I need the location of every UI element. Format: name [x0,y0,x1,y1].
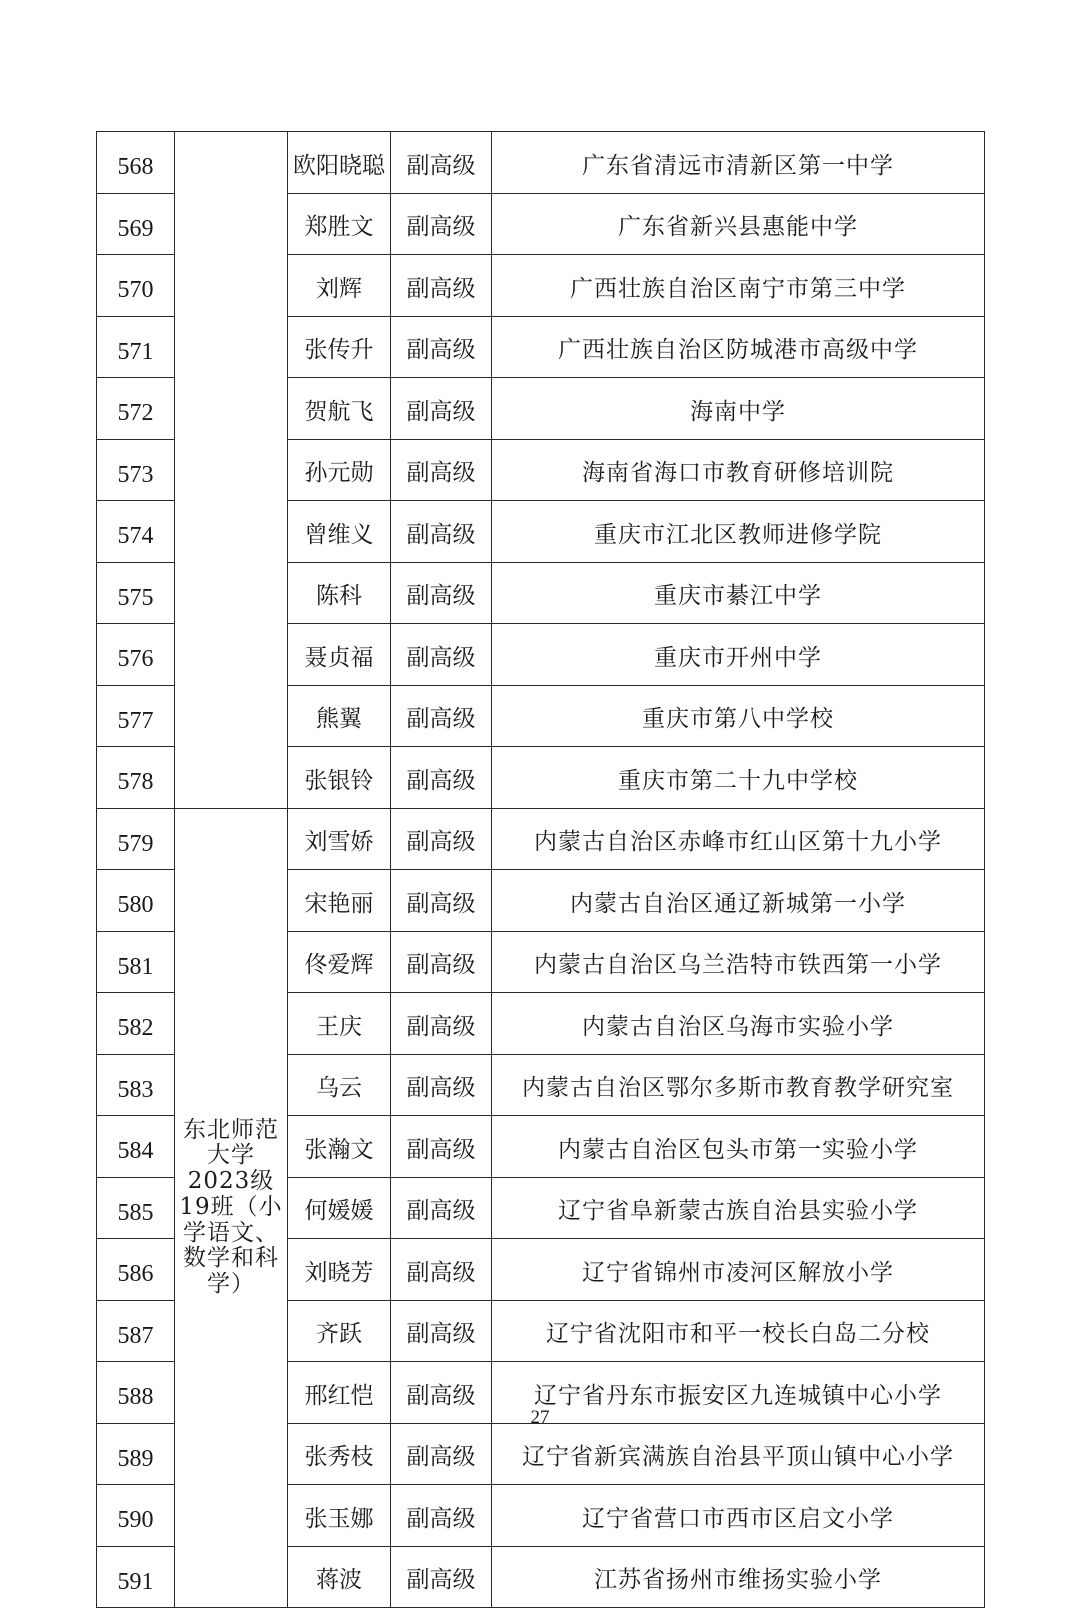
professional-title: 副高级 [391,132,492,194]
row-number: 571 [97,316,175,378]
school-name: 重庆市第八中学校 [492,685,985,747]
class-group-label [175,132,288,809]
school-name: 内蒙古自治区乌海市实验小学 [492,993,985,1055]
professional-title: 副高级 [391,624,492,686]
professional-title: 副高级 [391,562,492,624]
row-number: 591 [97,1546,175,1608]
school-name: 辽宁省阜新蒙古族自治县实验小学 [492,1177,985,1239]
school-name: 辽宁省新宾满族自治县平顶山镇中心小学 [492,1423,985,1485]
school-name: 重庆市江北区教师进修学院 [492,501,985,563]
teacher-name: 刘晓芳 [288,1239,391,1301]
school-name: 辽宁省沈阳市和平一校长白岛二分校 [492,1300,985,1362]
school-name: 重庆市第二十九中学校 [492,747,985,809]
teacher-name: 宋艳丽 [288,870,391,932]
school-name: 辽宁省丹东市振安区九连城镇中心小学 [492,1362,985,1424]
school-name: 内蒙古自治区乌兰浩特市铁西第一小学 [492,931,985,993]
row-number: 589 [97,1423,175,1485]
row-number: 582 [97,993,175,1055]
professional-title: 副高级 [391,1239,492,1301]
row-number: 586 [97,1239,175,1301]
row-number: 576 [97,624,175,686]
teacher-name: 刘辉 [288,255,391,317]
school-name: 江苏省扬州市维扬实验小学 [492,1546,985,1608]
teacher-name: 贺航飞 [288,378,391,440]
professional-title: 副高级 [391,316,492,378]
school-name: 内蒙古自治区包头市第一实验小学 [492,1116,985,1178]
row-number: 577 [97,685,175,747]
row-number: 587 [97,1300,175,1362]
teacher-name: 张秀枝 [288,1423,391,1485]
row-number: 585 [97,1177,175,1239]
teacher-name: 张玉娜 [288,1485,391,1547]
row-number: 568 [97,132,175,194]
school-name: 重庆市开州中学 [492,624,985,686]
row-number: 580 [97,870,175,932]
professional-title: 副高级 [391,1054,492,1116]
teacher-name: 聂贞福 [288,624,391,686]
row-number: 573 [97,439,175,501]
roster-table-body [97,132,985,1608]
row-number: 584 [97,1116,175,1178]
professional-title: 副高级 [391,1116,492,1178]
row-number: 583 [97,1054,175,1116]
row-number: 578 [97,747,175,809]
teacher-name: 王庆 [288,993,391,1055]
table-row [97,808,985,870]
school-name: 广西壮族自治区防城港市高级中学 [492,316,985,378]
professional-title: 副高级 [391,1362,492,1424]
teacher-name: 陈科 [288,562,391,624]
school-name: 辽宁省营口市西市区启文小学 [492,1485,985,1547]
row-number: 574 [97,501,175,563]
teacher-name: 熊翼 [288,685,391,747]
teacher-name: 佟爱辉 [288,931,391,993]
professional-title: 副高级 [391,255,492,317]
row-number: 570 [97,255,175,317]
row-number: 590 [97,1485,175,1547]
school-name: 海南中学 [492,378,985,440]
teacher-name: 欧阳晓聪 [288,132,391,194]
school-name: 重庆市綦江中学 [492,562,985,624]
row-number: 575 [97,562,175,624]
professional-title: 副高级 [391,193,492,255]
teacher-name: 张瀚文 [288,1116,391,1178]
table-row [97,132,985,194]
professional-title: 副高级 [391,1485,492,1547]
row-number: 588 [97,1362,175,1424]
teacher-name: 乌云 [288,1054,391,1116]
professional-title: 副高级 [391,993,492,1055]
school-name: 辽宁省锦州市凌河区解放小学 [492,1239,985,1301]
row-number: 572 [97,378,175,440]
row-number: 579 [97,808,175,870]
professional-title: 副高级 [391,1423,492,1485]
teacher-name: 张传升 [288,316,391,378]
professional-title: 副高级 [391,1546,492,1608]
teacher-name: 邢红恺 [288,1362,391,1424]
class-group-label: 东北师范大学2023级19班（小学语文、数学和科学） [175,808,288,1608]
professional-title: 副高级 [391,808,492,870]
row-number: 569 [97,193,175,255]
professional-title: 副高级 [391,1177,492,1239]
professional-title: 副高级 [391,1300,492,1362]
school-name: 广东省清远市清新区第一中学 [492,132,985,194]
page-number: 27 [530,1407,550,1428]
teacher-name: 郑胜文 [288,193,391,255]
professional-title: 副高级 [391,685,492,747]
school-name: 广西壮族自治区南宁市第三中学 [492,255,985,317]
roster-table [96,131,985,1608]
row-number: 581 [97,931,175,993]
teacher-name: 蒋波 [288,1546,391,1608]
teacher-name: 曾维义 [288,501,391,563]
school-name: 内蒙古自治区鄂尔多斯市教育教学研究室 [492,1054,985,1116]
professional-title: 副高级 [391,931,492,993]
teacher-name: 刘雪娇 [288,808,391,870]
professional-title: 副高级 [391,870,492,932]
professional-title: 副高级 [391,747,492,809]
school-name: 海南省海口市教育研修培训院 [492,439,985,501]
school-name: 内蒙古自治区赤峰市红山区第十九小学 [492,808,985,870]
teacher-name: 张银铃 [288,747,391,809]
teacher-name: 齐跃 [288,1300,391,1362]
school-name: 广东省新兴县惠能中学 [492,193,985,255]
teacher-name: 何媛媛 [288,1177,391,1239]
school-name: 内蒙古自治区通辽新城第一小学 [492,870,985,932]
professional-title: 副高级 [391,501,492,563]
professional-title: 副高级 [391,378,492,440]
teacher-name: 孙元勋 [288,439,391,501]
professional-title: 副高级 [391,439,492,501]
